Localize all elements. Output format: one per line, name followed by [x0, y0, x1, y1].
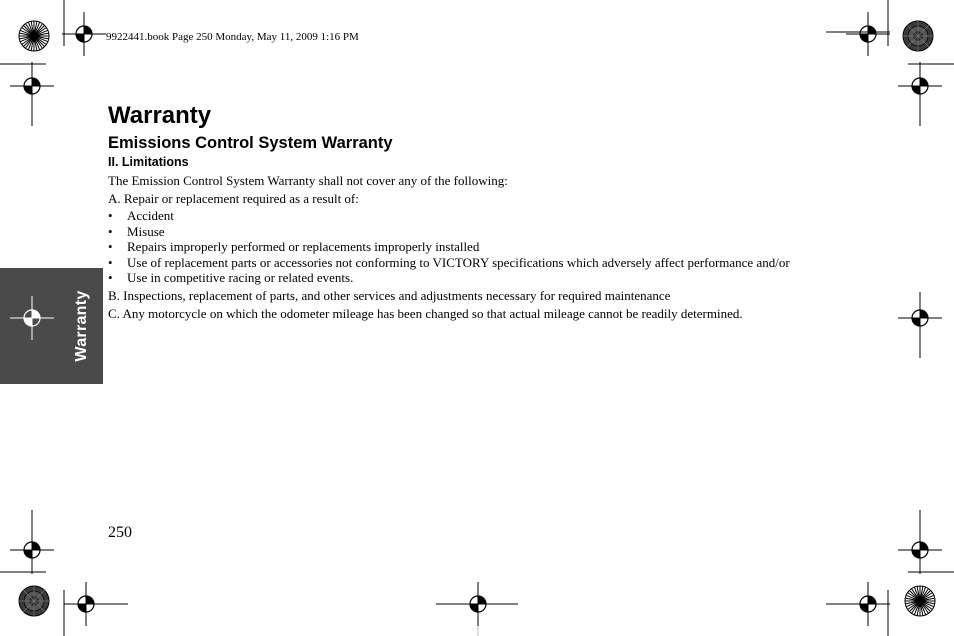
- subsection-title: II. Limitations: [108, 155, 189, 169]
- list-item: [108, 209, 820, 223]
- list-item-text: Use in competitive racing or related events.: [127, 270, 354, 285]
- bullet-mark: •: [108, 223, 113, 239]
- list-item-text: Use of replacement parts or accessories not conforming to VICTORY specifications which adversely affect performance and/or: [127, 254, 790, 270]
- bullet-mark: •: [108, 270, 113, 285]
- list-item: [108, 271, 820, 285]
- bullet-mark: •: [108, 254, 113, 270]
- list-item-text: Repairs improperly performed or replacements improperly installed: [127, 239, 480, 254]
- list-item-text: Accident: [127, 208, 174, 223]
- side-tab-label: Warranty: [73, 290, 90, 362]
- list-item-text: Misuse: [127, 223, 165, 239]
- item-a: A. Repair or replacement required as a result of:: [108, 191, 359, 206]
- list-item: [108, 225, 820, 239]
- page-number: 250: [108, 524, 132, 541]
- book-header-line: 9922441.book Page 250 Monday, May 11, 2009 1:16 PM: [106, 31, 359, 43]
- page-content: [108, 102, 820, 321]
- bullet-mark: •: [108, 239, 113, 254]
- list-item: [108, 240, 820, 254]
- item-c: C. Any motorcycle on which the odometer mileage has been changed so that actual mileage cannot be readily determined.: [108, 305, 743, 321]
- section-title: Emissions Control System Warranty: [108, 134, 393, 152]
- item-b: B. Inspections, replacement of parts, and other services and adjustments necessary for required maintenance: [108, 287, 671, 303]
- cause-list: [108, 209, 820, 285]
- list-item: [108, 256, 820, 270]
- intro-paragraph: The Emission Control System Warranty shall not cover any of the following:: [108, 173, 508, 188]
- page-title: Warranty: [108, 102, 212, 129]
- bullet-mark: •: [108, 208, 113, 223]
